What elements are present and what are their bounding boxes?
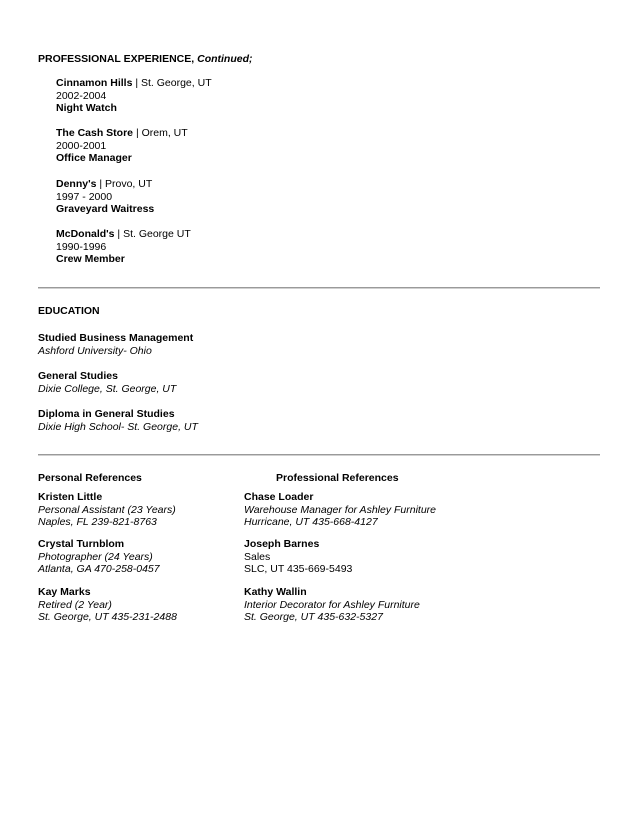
job-dates: 1990-1996 bbox=[56, 240, 107, 253]
experience-heading bbox=[38, 53, 253, 65]
job-employer: Cinnamon Hills bbox=[56, 77, 133, 89]
education-heading: EDUCATION bbox=[38, 305, 100, 317]
job-dates: 2000-2001 bbox=[56, 139, 107, 152]
experience-heading-text: PROFESSIONAL EXPERIENCE, bbox=[38, 53, 195, 65]
reference-name: Crystal Turnblom bbox=[38, 538, 125, 550]
professional-reference bbox=[244, 538, 352, 576]
job-entry bbox=[56, 127, 188, 165]
experience-heading-continued: Continued; bbox=[197, 53, 253, 65]
section-divider bbox=[38, 454, 600, 456]
personal-reference bbox=[38, 491, 176, 529]
job-employer-line bbox=[56, 178, 154, 191]
reference-contact: Naples, FL 239-821-8763 bbox=[38, 516, 157, 528]
reference-name: Kay Marks bbox=[38, 586, 91, 598]
job-location: | St. George, UT bbox=[132, 77, 212, 89]
job-title: Graveyard Waitress bbox=[56, 203, 155, 215]
reference-contact: St. George, UT 435-231-2488 bbox=[38, 611, 177, 623]
professional-references-heading: Professional References bbox=[276, 472, 399, 484]
reference-relation: Retired (2 Year) bbox=[38, 598, 112, 611]
job-location: | Orem, UT bbox=[133, 127, 188, 139]
job-location: | St. George UT bbox=[114, 228, 191, 240]
job-employer-line bbox=[56, 77, 212, 90]
professional-reference bbox=[244, 586, 420, 624]
reference-contact: Hurricane, UT 435-668-4127 bbox=[244, 516, 378, 528]
education-item bbox=[38, 332, 193, 357]
job-dates: 2002-2004 bbox=[56, 89, 107, 102]
education-program: General Studies bbox=[38, 370, 118, 382]
reference-contact: Atlanta, GA 470-258-0457 bbox=[38, 563, 160, 575]
job-title: Office Manager bbox=[56, 152, 132, 164]
education-program: Studied Business Management bbox=[38, 332, 194, 344]
education-item bbox=[38, 408, 198, 433]
job-dates: 1997 - 2000 bbox=[56, 190, 113, 203]
reference-relation: Interior Decorator for Ashley Furniture bbox=[244, 598, 420, 611]
section-divider bbox=[38, 287, 600, 289]
education-school: Dixie College, St. George, UT bbox=[38, 382, 177, 395]
job-employer: Denny's bbox=[56, 178, 97, 190]
reference-name: Kristen Little bbox=[38, 491, 103, 503]
reference-name: Joseph Barnes bbox=[244, 538, 320, 550]
personal-references-heading: Personal References bbox=[38, 472, 142, 484]
reference-relation: Personal Assistant (23 Years) bbox=[38, 503, 176, 516]
personal-reference bbox=[38, 538, 160, 576]
reference-contact: St. George, UT 435-632-5327 bbox=[244, 611, 383, 623]
education-item bbox=[38, 370, 176, 395]
personal-reference bbox=[38, 586, 177, 624]
job-employer-line bbox=[56, 228, 191, 241]
reference-name: Kathy Wallin bbox=[244, 586, 307, 598]
reference-relation: Warehouse Manager for Ashley Furniture bbox=[244, 503, 437, 516]
education-school: Dixie High School- St. George, UT bbox=[38, 420, 198, 433]
reference-name: Chase Loader bbox=[244, 491, 314, 503]
job-title: Crew Member bbox=[56, 253, 125, 265]
reference-relation: Photographer (24 Years) bbox=[38, 550, 153, 563]
job-entry bbox=[56, 77, 212, 115]
job-location: | Provo, UT bbox=[96, 178, 153, 190]
reference-relation: Sales bbox=[244, 550, 271, 563]
job-title: Night Watch bbox=[56, 102, 117, 114]
reference-contact: SLC, UT 435-669-5493 bbox=[244, 563, 353, 575]
job-employer: The Cash Store bbox=[56, 127, 134, 139]
professional-reference bbox=[244, 491, 436, 529]
education-program: Diploma in General Studies bbox=[38, 408, 175, 420]
job-entry bbox=[56, 178, 154, 216]
job-employer: McDonald's bbox=[56, 228, 115, 240]
job-employer-line bbox=[56, 127, 188, 140]
education-school: Ashford University- Ohio bbox=[38, 344, 152, 357]
job-entry bbox=[56, 228, 191, 266]
